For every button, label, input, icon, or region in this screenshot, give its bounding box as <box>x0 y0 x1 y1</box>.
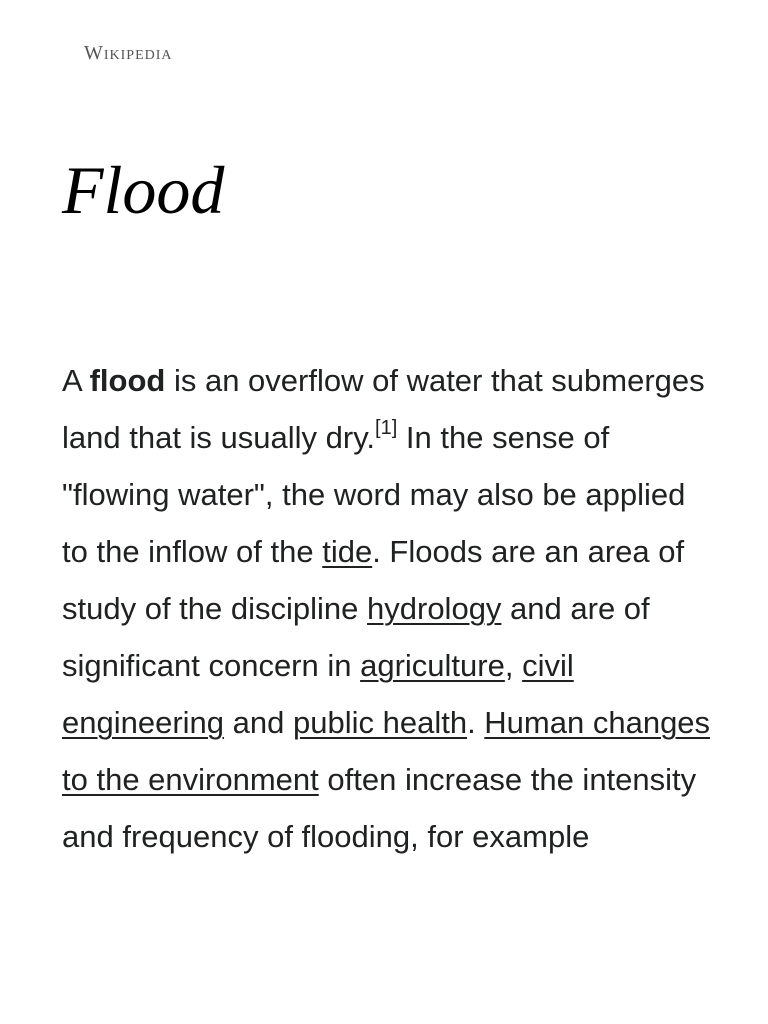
link-public-health[interactable]: public health <box>292 705 468 740</box>
text-concern: and are of significant concern in <box>62 591 650 683</box>
link-civil-engineering[interactable]: civil engineering <box>62 648 574 740</box>
text-comma: , <box>504 648 523 683</box>
text-period: . <box>467 705 485 740</box>
article-paragraph <box>62 352 712 865</box>
wikipedia-logo[interactable]: Wikipedia <box>84 42 173 64</box>
link-agriculture[interactable]: agriculture <box>360 648 505 683</box>
text-intro: A <box>62 363 90 398</box>
text-and: and <box>224 705 293 740</box>
link-human-changes[interactable]: Human changes to the environment <box>62 705 711 797</box>
link-tide[interactable]: tide <box>322 534 373 569</box>
text-sense: In the sense of "flowing water", the word may also be applied to the inflow of the <box>62 420 686 569</box>
text-study: . Floods are an area of study of the discipline <box>62 534 685 626</box>
bold-term: flood <box>89 363 166 398</box>
citation-1-link[interactable]: [1] <box>375 417 398 439</box>
page-title: Flood <box>62 152 225 228</box>
text-definition: is an overflow of water that submerges land that is usually dry. <box>62 363 705 455</box>
text-tail: often increase the intensity and frequency of flooding, for example <box>62 762 697 854</box>
citation-link[interactable] <box>375 417 397 439</box>
link-hydrology[interactable]: hydrology <box>367 591 502 626</box>
